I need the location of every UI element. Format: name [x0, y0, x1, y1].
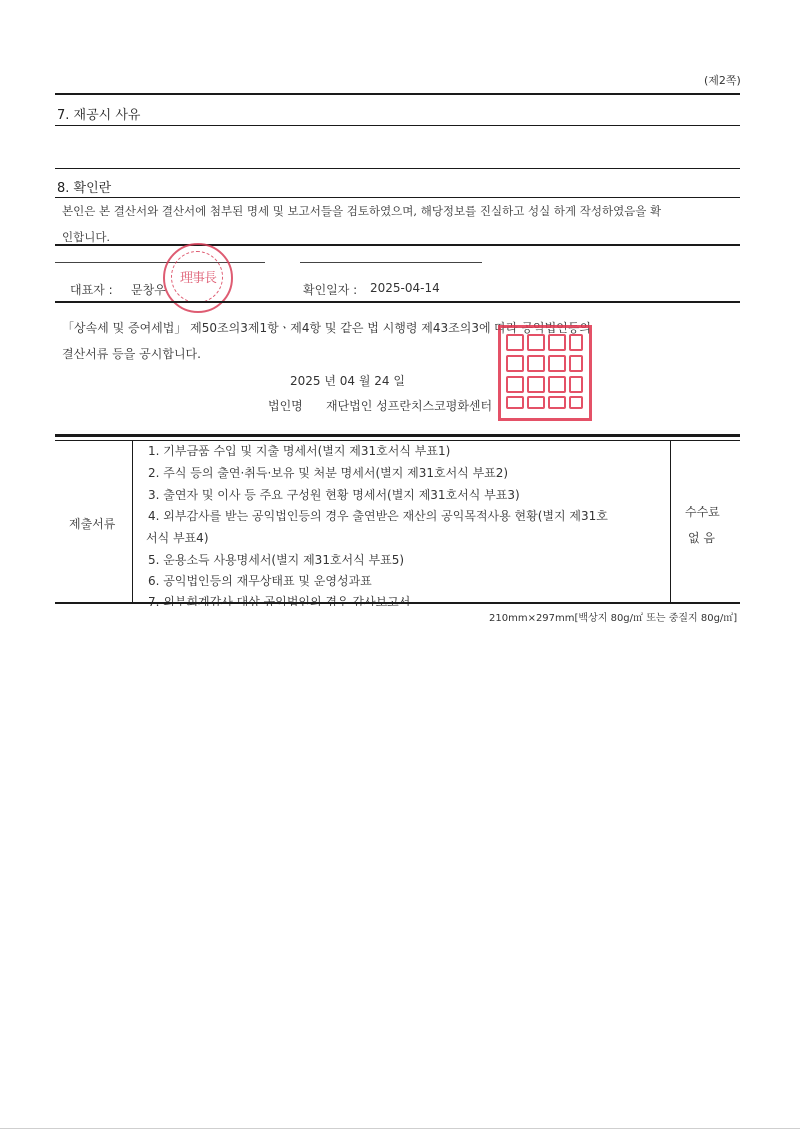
submission-item-3: 3. 출연자 및 이사 등 주요 구성원 현황 명세서(별지 제31호서식 부표3) [148, 488, 520, 502]
corp-name-label: 법인명 [268, 399, 303, 413]
submission-item-6: 6. 공익법인등의 재무상태표 및 운영성과표 [148, 574, 372, 588]
submission-table-bottom-rule [55, 602, 740, 604]
representative-name: 문창우 [131, 283, 166, 297]
submission-item-4-cont: 서식 부표4) [146, 531, 209, 545]
section8-bottom-rule [55, 301, 740, 303]
section7-bottom-rule [55, 125, 740, 126]
notice-line1: 「상속세 및 증여세법」 제50조의3제1항ㆍ제4항 및 같은 법 시행령 제43조의3에 따라 공익법인등의 [62, 321, 591, 335]
section7-body-rule [55, 168, 740, 169]
fee-label: 수수료 [685, 505, 720, 519]
section7-top-rule [55, 93, 740, 95]
submission-col-divider-2 [670, 440, 671, 603]
submission-item-2: 2. 주식 등의 출연·취득·보유 및 처분 명세서(별지 제31호서식 부표2) [148, 466, 509, 480]
section8-title-rule [55, 197, 740, 198]
notice-line2: 결산서류 등을 공시합니다. [62, 347, 201, 361]
submission-col-divider-1 [132, 440, 133, 603]
submission-item-4: 4. 외부감사를 받는 공익법인등의 경우 출연받은 재산의 공익목적사용 현황(별지 제31호 [148, 509, 608, 523]
submission-table-top-rule [55, 434, 740, 437]
round-seal-text: 理事長 [179, 271, 216, 286]
submission-item-5: 5. 운용소득 사용명세서(별지 제31호서식 부표5) [148, 553, 405, 567]
submission-table-inner-top [55, 440, 740, 441]
fee-value: 없 음 [688, 531, 715, 545]
confirmation-statement-line2: 인합니다. [62, 230, 111, 244]
submission-item-1: 1. 기부금품 수입 및 지출 명세서(별지 제31호서식 부표1) [148, 444, 451, 458]
submission-header: 제출서류 [69, 517, 116, 531]
confirm-date-value: 2025-04-14 [370, 281, 440, 295]
corp-name-value: 재단법인 성프란치스코평화센터 [326, 399, 493, 413]
confirm-date-label: 확인일자 : [303, 283, 358, 297]
signature-line-right [300, 262, 482, 263]
square-corporate-seal [498, 325, 592, 421]
paper-spec: 210mm×297mm[백상지 80g/㎡ 또는 중질지 80g/㎡] [489, 613, 738, 624]
section8-statement-rule [55, 244, 740, 246]
scan-edge-line [0, 1128, 800, 1129]
section7-title: 7. 재공시 사유 [57, 108, 141, 123]
confirmation-statement-line1: 본인은 본 결산서와 결산서에 첨부된 명세 및 보고서들을 검토하였으며, 해당정보를 진실하고 성실 하게 작성하였음을 확 [62, 204, 662, 218]
section8-title: 8. 확인란 [57, 181, 112, 196]
notice-date: 2025 년 04 월 24 일 [290, 374, 405, 388]
page-number-label: (제2쪽) [704, 74, 741, 87]
representative-label: 대표자 : [70, 283, 113, 297]
signature-line-left [55, 262, 265, 263]
